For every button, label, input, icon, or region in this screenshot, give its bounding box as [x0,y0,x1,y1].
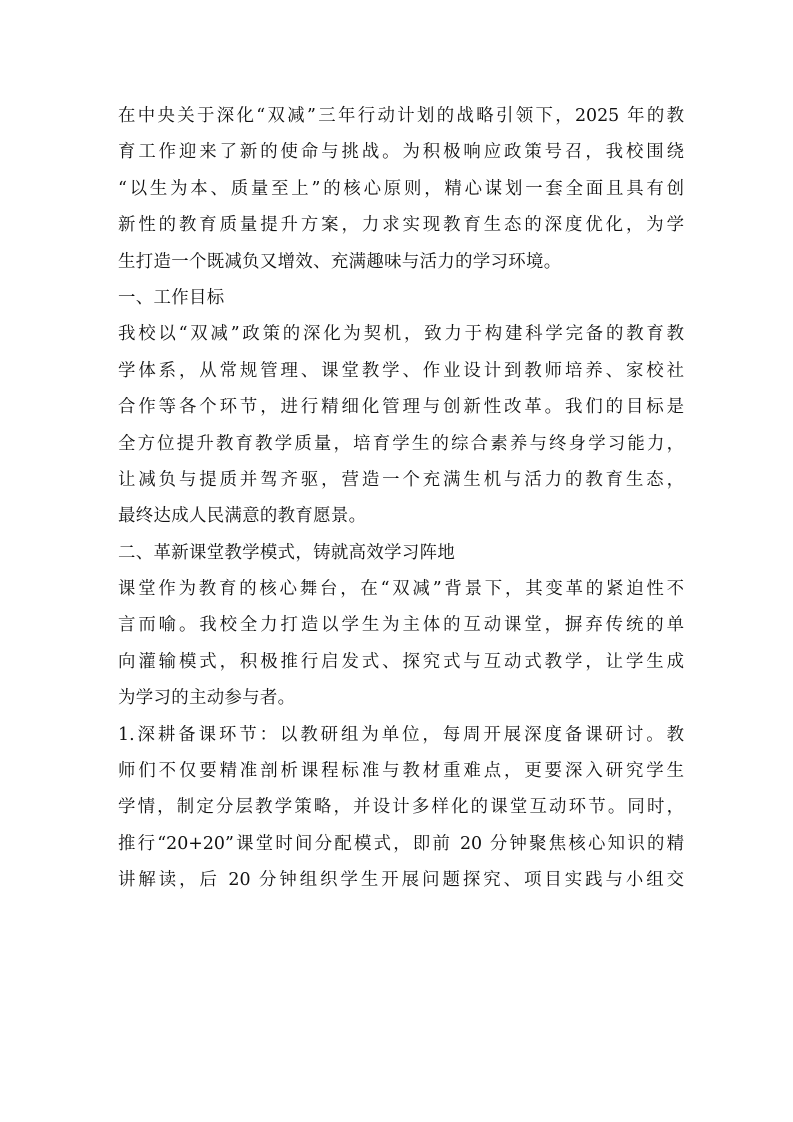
text-line: 育工作迎来了新的使命与挑战。为积极响应政策号召，我校围绕 [118,142,684,163]
text-line: 最终达成人民满意的教育愿景。 [118,506,367,527]
text-line: 言而喻。我校全力打造以学生为主体的互动课堂，摒弃传统的单 [118,615,684,636]
text-line: 全方位提升教育教学质量，培育学生的综合素养与终身学习能力， [118,433,684,454]
text-line: 讲解读，后 20 分钟组织学生开展问题探究、项目实践与小组交 [118,870,684,891]
section-heading-classroom-reform: 二、革新课堂教学模式，铸就高效学习阵地 [118,542,456,563]
section-heading-work-goals: 一、工作目标 [118,287,225,308]
text-line: 在中央关于深化“双减”三年行动计划的战略引领下，2025 年的教 [118,106,684,126]
text-line: 为学习的主动参与者。 [118,688,296,709]
classroom-paragraph [118,571,684,717]
text-line: 推行“20+20”课堂时间分配模式，即前 20 分钟聚焦核心知识的精 [118,833,684,854]
text-line: “以生为本、质量至上”的核心原则，精心谋划一套全面且具有创 [118,178,684,199]
text-line: 新性的教育质量提升方案，力求实现教育生态的深度优化，为学 [118,215,684,236]
text-line: 让减负与提质并驾齐驱，营造一个充满生机与活力的教育生态， [118,469,684,490]
text-line: 生打造一个既减负又增效、充满趣味与活力的学习环境。 [118,251,562,272]
text-line: 合作等各个环节，进行精细化管理与创新性改革。我们的目标是 [118,397,684,418]
intro-paragraph [118,98,684,280]
text-line: 向灌输模式，积极推行启发式、探究式与互动式教学，让学生成 [118,651,684,672]
goal-paragraph [118,316,684,534]
list-item-lesson-prep [118,717,684,899]
document-body [118,98,684,899]
text-line: 1.深耕备课环节：以教研组为单位，每周开展深度备课研讨。教 [118,724,684,745]
text-line: 课堂作为教育的核心舞台，在“双减”背景下，其变革的紧迫性不 [118,579,684,600]
text-line: 学体系，从常规管理、课堂教学、作业设计到教师培养、家校社 [118,360,684,381]
text-line: 师们不仅要精准剖析课程标准与教材重难点，更要深入研究学生 [118,761,684,782]
text-line: 我校以“双减”政策的深化为契机，致力于构建科学完备的教育教 [118,324,684,345]
text-line: 学情，制定分层教学策略，并设计多样化的课堂互动环节。同时， [118,797,684,818]
